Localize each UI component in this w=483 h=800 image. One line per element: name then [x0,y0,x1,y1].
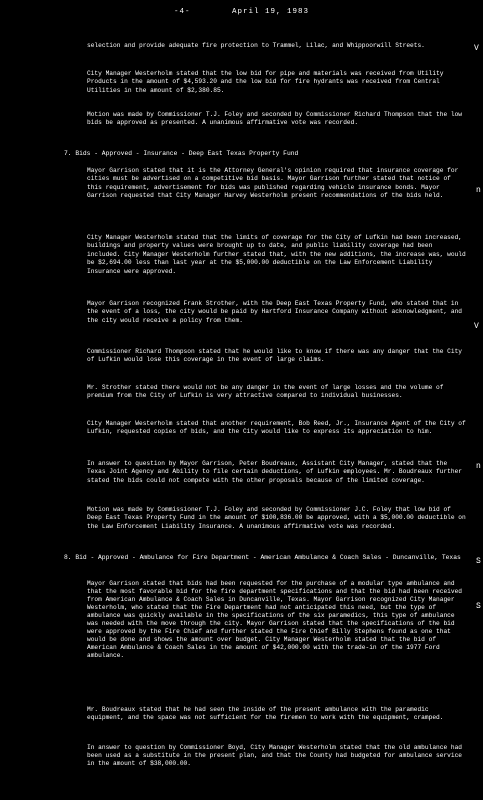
paragraph-10: In answer to question by Mayor Garrison, Peter Boudreaux, Assistant City Manager, stated that the Texas Joint Agency and Ability to file certain deductions, of Lufkin employees. Mr. Boudreaux further stated the bids could not compete with the other proposals because of the limited coverage. [87,460,463,484]
paragraph-11: Motion was made by Commissioner T.J. Foley and seconded by Commissioner J.C. Foley that low bid of Deep East Texas Property Fund in the amount of $100,836.00 be approved, with a $5,000.00 deductible on the Law Enforcement Liability Insurance. A unanimous affirmative vote was recorded. [87,506,466,530]
paragraph-9: City Manager Westerholm stated that another requirement, Bob Reed, Jr., Insurance Agent of the City of Lufkin, requested copies of bids, and the City would like to express its appreciation to him. [87,420,466,436]
margin-mark: n [476,462,481,471]
paragraph-5: City Manager Westerholm stated that the limits of coverage for the City of Lufkin had been increased, buildings and property values were brought up to date, and public liability coverage had been included. City Manager Westerholm further stated that, with the new additions, the increase was, would be $2,694.00 less than last year at the $5,000.00 deductible on the Law Enforcement Liability Insurance were approved. [87,234,466,275]
paragraph-8: Mr. Strother stated there would not be any danger in the event of large losses and the volume of premium from the City of Lufkin is very attractive compared to individual businesses. [87,384,444,400]
paragraph-1: selection and provide adequate fire protection to Trammel, Lilac, and Whippoorwill Streets. [87,42,425,49]
paragraph-6: Mayor Garrison recognized Frank Strother, with the Deep East Texas Property Fund, who stated that in the event of a loss, the city would be paid by Hartford Insurance Company without acknowledgment, and the city would receive a policy from them. [87,300,463,324]
paragraph-2: City Manager Westerholm stated that the low bid for pipe and materials was received from Utility Products in the amount of $4,593.20 and the low bid for fire hydrants was received from Central Utilities in the amount of $2,380.85. [87,70,444,94]
margin-mark: V [474,44,479,53]
paragraph-7: Commissioner Richard Thompson stated that he would like to know if there was any danger that the City of Lufkin would lose this coverage in the event of large claims. [87,348,463,364]
paragraph-3: Motion was made by Commissioner T.J. Foley and seconded by Commissioner Richard Thompson that the low bids be approved as presented. A unanimous affirmative vote was recorded. [87,111,463,127]
margin-mark: S [476,602,481,611]
page-number: -4- [173,8,191,16]
paragraph-13: Mr. Boudreaux stated that he had seen the inside of the present ambulance with the paramedic equipment, and the space was not sufficient for the firemen to work with the equipment, cramped. [87,706,444,721]
paragraph-12: Mayor Garrison stated that bids had been requested for the purchase of a modular type ambulance and that the most favorable bid for the fire department specifications and that the bid had been received from American Ambulance & Coach Sales in Duncanville, Texas. Mayor Garrison recognized City Manager Westerholm, who stated that the Fire Department had not anticipated this need, but the type of ambulance was quickly available in the specifications of the six paramedics, this type of ambulance was needed with the move through the city. Mayor Garrison stated that the specifications of the bid were approved by the Fire Chief and further stated the Fire Chief Billy Stephens found as one that would be done and shows the amount over budget. City Manager Westerholm stated that the bid of American Ambulance & Coach Sales in the amount of $42,000.00 with the trade-in of the 1977 Ford ambulance. [87,580,463,659]
margin-mark: n [476,186,481,195]
section-title-ambulance: 8. Bid - Approved - Ambulance for Fire Department - American Ambulance & Coach Sales - Duncanville, Texas [64,554,461,561]
page-header [0,8,483,16]
paragraph-4: Mayor Garrison stated that it is the Attorney General's opinion required that insurance coverage for cities must be advertised on a competitive bid basis. Mayor Garrison further stated that notice of this requirement, advertisement for bids was published regarding vehicle insurance bonds. Mayor Garrison requested that City Manager Harvey Westerholm present recommendations of the bids held. [87,167,459,200]
page-date: April 19, 1983 [232,8,310,16]
margin-mark: S [476,557,481,566]
section-title-insurance: 7. Bids - Approved - Insurance - Deep East Texas Property Fund [64,150,299,157]
margin-mark: V [474,322,479,331]
paragraph-14: In answer to question by Commissioner Boyd, City Manager Westerholm stated that the old ambulance had been used as a substitute in the present plan, and that the County had budgeted for ambulance service in the amount of $38,000.00. [87,744,463,767]
